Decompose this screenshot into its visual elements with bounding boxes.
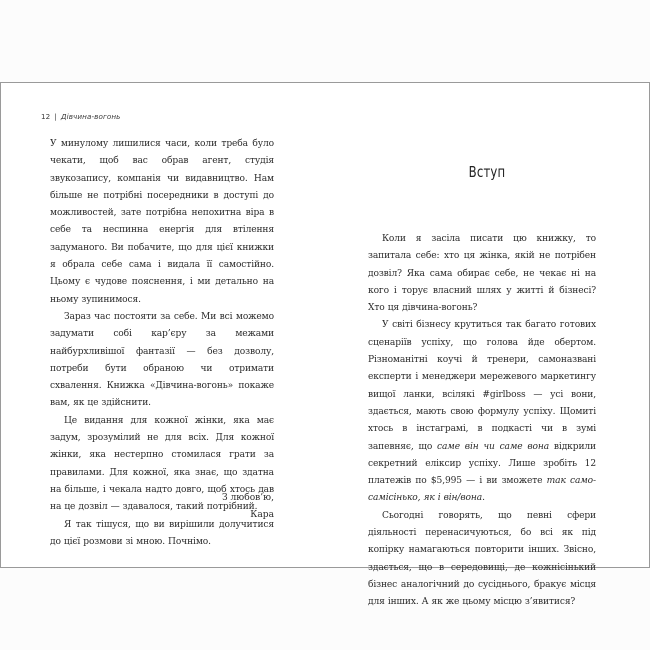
paragraph: Сьогодні говорять, що певні сфери діяльності перенасичуються, бо всі як під копірку намагаються повторити інших. Звісно, здається, що в середовищі, де кожнісінький бізнес аналогічний до сусіднього, бракує місця для інших. А як же цьому місцю з’явитися? [368,510,596,608]
signoff [114,490,274,525]
left-page-body [50,136,274,551]
book-spread [0,82,650,608]
book-title: Дівчина-вогонь [60,112,121,121]
running-head [41,112,121,121]
chapter-title: Вступ [468,163,506,181]
running-head-separator: | [54,112,57,121]
right-page [325,83,649,608]
left-page [1,83,325,567]
signoff-name: Кара [250,510,274,521]
paragraph: Коли я засіла писати цю книжку, то запитала себе: хто ця жінка, якій не потрібен дозвіл? Яка сама обирає себе, не чекає ні на кого і торує власний шлях у житті й бізнесі? Хто ця дівчина-вогонь? [368,234,596,314]
signoff-closing: З любов’ю, [221,493,274,503]
paragraph: Я так тішуся, що ви вирішили долучитися до цієї розмови зі мною. Почнімо. [50,519,274,547]
paragraph: Це видання для кожної жінки, яка має задум, зрозумілий не для всіх. Для кожної жінки, яка нестерпно стомилася грати за правилами. Для кожної, яка знає, що здатна на більше, і чекала надто довго, щоб хтось дав на це дозвіл — здавалося, такий потрібний. [50,415,274,513]
paragraph: У світі бізнесу крутиться так багато готових сценаріїв успіху, що голова йде обертом. Різноманітні коучі й тренери, самоназвані експерти і менеджери мережевого маркетингу вищої ланки, всілякі #girlboss — усі вони, здається, мають свою формулу успіху. Щомиті хтось в інстаграмі, в подкасті чи в зумі запевняє, що саме він чи саме вона відкрили секретний еліксир успіху. Лише зробіть 12 платежів по $5,995 — і ви зможете так само-самісінько, як і він/вона. [368,320,596,504]
paragraph: У минулому лишилися часи, коли треба було чекати, щоб вас обрав агент, студія звукозапису, компанія чи видавництво. Нам більше не потрібні посередники в доступі до можливостей, зате потрібна непохитна віра в себе та неспинна енергія для втілення задуманого. Ви побачите, що для цієї книжки я обрала себе сама і видала її самостійно. Цьому є чудове пояснення, і ми детально на ньому зупинимося. [50,139,274,305]
right-page-body [368,231,596,612]
paragraph: Зараз час постояти за себе. Ми всі можемо задумати собі кар’єру за межами найбурхливішої фантазії — без дозволу, потреби бути обраною чи отримати схвалення. Книжка «Дівчина-вогонь» покаже вам, як це здійснити. [50,311,274,409]
page-number: 12 [41,112,51,121]
